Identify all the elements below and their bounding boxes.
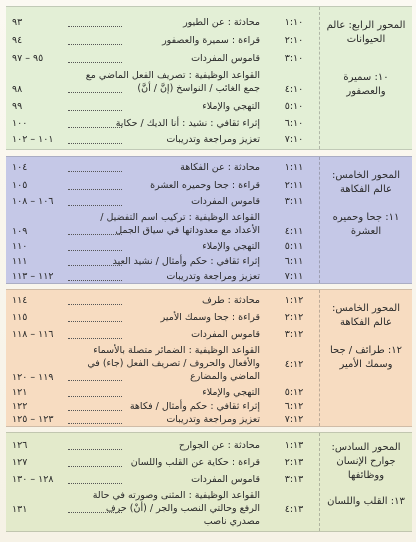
toc-row[interactable] [6,344,320,384]
section-title: محادثة : طرف [202,295,260,306]
toc-row[interactable] [6,473,320,487]
dot-leader [68,321,122,322]
lesson-title: ١١: جحا وحميره العشرة [332,212,400,237]
dot-leader [68,304,122,305]
dot-leader [68,44,122,45]
section-title: قراءة : جحا وسمك الأمير [160,312,260,323]
section-title: إثراء ثقافي : حكم وأمثال / نشيد العيد [112,256,260,267]
unit-title: المحور الخامس: عالم الفكاهة [331,303,401,328]
section-title: محادثة : عن الجوارح [178,440,260,451]
section-title: قراءة : سميرة والعصفور [162,35,260,46]
section-title: قراءة : حكاية عن القلب واللسان [130,457,260,468]
section-number: ٧:١٢ [284,414,304,425]
dot-leader [68,483,122,484]
section-title: التهجي والإملاء [202,387,260,398]
toc-row[interactable] [6,117,320,131]
page-number: ١٠٦ – ١٠٨ [12,196,54,207]
section-title: القواعد الوظيفية : تصريف الفعل الماضي مع جمع الغائب / النواسخ (إنَّ / أنَّ) [85,70,260,94]
toc-row[interactable] [6,311,320,325]
section-number: ٣:١٢ [284,329,304,340]
page-number: ١٢٢ [12,401,28,412]
dot-leader [68,280,122,281]
section-title: تعزيز ومراجعة وتدريبات [166,271,260,282]
page-number: ١٢١ [12,387,28,398]
unit-cell [319,157,412,283]
section-title: التهجي والإملاء [202,101,260,112]
dot-leader [68,62,122,63]
section-number: ٣:١١ [284,196,304,207]
toc-row[interactable] [6,489,320,527]
section-number: ٢:١٠ [284,35,304,46]
unit-cell [319,433,412,531]
section-number: ٤:١٢ [284,359,304,370]
dot-leader [68,512,122,513]
section-number: ٥:١١ [284,241,304,252]
toc-row[interactable] [6,294,320,308]
section-number: ٧:١٠ [284,134,304,145]
toc-row[interactable] [6,255,320,269]
unit-block-humor-1 [6,156,412,284]
dot-leader [68,92,122,93]
unit-block-animals [6,6,412,150]
unit-block-body [6,432,412,532]
section-number: ٢:١١ [284,180,304,191]
page-number: ١١٤ [12,295,28,306]
dot-leader [68,338,122,339]
toc-row[interactable] [6,270,320,284]
page-number: ١١٠ [12,241,28,252]
dot-leader [68,127,122,128]
section-title: تعزيز ومراجعة وتدريبات [166,414,260,425]
unit-title: المحور الخامس: عالم الفكاهة [331,170,401,195]
lesson-title: ١٠: سميرة والعصفور [343,72,389,97]
unit-block-humor-2 [6,289,412,427]
section-number: ٤:١٣ [284,504,304,515]
page-number: ١٢٣ – ١٢٥ [12,414,54,425]
dot-leader [68,449,122,450]
page-number: ١٢٧ [12,457,28,468]
page-number: ١١٩ – ١٢٠ [12,372,54,383]
section-number: ٦:١٢ [284,401,304,412]
page-number: ١٠٩ [12,226,28,237]
page-number: ١٠٠ [12,118,28,129]
toc-row[interactable] [6,69,320,97]
section-title: قاموس المفردات [191,196,260,207]
section-title: التهجي والإملاء [202,241,260,252]
toc-row[interactable] [6,328,320,342]
dot-leader [68,171,122,172]
section-number: ١:١١ [284,162,304,173]
section-title: القواعد الوظيفية : الضمائر متصلة بالأسماء والأفعال والحروف / تصريف الفعل (جاء) في الماضي والمضارع [87,345,260,382]
dot-leader [68,265,122,266]
page-number: ١٠١ – ١٠٢ [12,134,54,145]
section-title: إثراء ثقافي : حكم وأمثال / فكاهة [129,401,260,412]
page-number: ٩٣ [12,17,23,28]
page-number: ٩٥ – ٩٧ [12,53,44,64]
page-number: ١٢٦ [12,440,28,451]
dot-leader [68,205,122,206]
section-title: محادثة : عن الطيور [183,17,260,28]
toc-row[interactable] [6,179,320,193]
section-title: قراءة : جحا وحميره العشرة [150,180,260,191]
dot-leader [68,380,122,381]
page-number: ١١٥ [12,312,28,323]
section-title: قاموس المفردات [191,329,260,340]
page-number: ١٣١ [12,504,28,515]
section-number: ١:١٠ [284,17,304,28]
toc-row[interactable] [6,386,320,400]
toc-row[interactable] [6,34,320,48]
dot-leader [68,423,122,424]
section-number: ٦:١١ [284,256,304,267]
section-title: قاموس المفردات [191,474,260,485]
toc-row[interactable] [6,400,320,414]
dot-leader [68,396,122,397]
page-number: ١٠٤ [12,162,28,173]
toc-row[interactable] [6,100,320,114]
page-number: ١١١ [12,256,28,267]
section-title: إثراء ثقافي : نشيد : أنا الديك / حكاية [115,118,260,129]
toc-row[interactable] [6,16,320,30]
section-number: ٢:١٢ [284,312,304,323]
section-number: ٧:١١ [284,271,304,282]
unit-title: المحور الرابع: عالم الحيوانات [326,20,406,45]
toc-row[interactable] [6,211,320,239]
toc-row[interactable] [6,195,320,209]
section-number: ٥:١٠ [284,101,304,112]
section-title: القواعد الوظيفية : المثنى وصورته في حالة الرفع وحالتي النصب والجر / (أنْ) حرف مصدري ناصب [92,490,260,527]
toc-row[interactable] [6,52,320,66]
dot-leader [68,466,122,467]
dot-leader [68,26,122,27]
section-number: ٣:١٠ [284,53,304,64]
dot-leader [68,110,122,111]
page-number: ١٢٨ – ١٣٠ [12,474,54,485]
section-number: ٥:١٢ [284,387,304,398]
page-number: ١٠٥ [12,180,28,191]
unit-title: المحور السادس: جوارح الإنسان ووظائفها [331,442,401,481]
section-title: قاموس المفردات [191,53,260,64]
page-number: ١١٦ – ١١٨ [12,329,54,340]
section-number: ٣:١٣ [284,474,304,485]
page-number: ٩٨ [12,84,23,95]
lesson-title: ١٣: القلب واللسان [327,496,405,507]
dot-leader [68,410,122,411]
section-number: ٤:١٠ [284,84,304,95]
unit-cell [319,7,412,149]
section-number: ٤:١١ [284,226,304,237]
page-number: ٩٤ [12,35,23,46]
unit-cell [319,290,412,426]
page-number: ٩٩ [12,101,23,112]
section-number: ٦:١٠ [284,118,304,129]
section-number: ١:١٣ [284,440,304,451]
section-title: القواعد الوظيفية : تركيب اسم التفضيل / الأعداد مع معدوداتها في سياق الجمل [100,212,260,236]
dot-leader [68,189,122,190]
toc-row[interactable] [6,413,320,427]
dot-leader [68,234,122,235]
section-number: ٢:١٣ [284,457,304,468]
toc-row[interactable] [6,161,320,175]
section-number: ١:١٢ [284,295,304,306]
section-title: تعزيز ومراجعة وتدريبات [166,134,260,145]
section-title: محادثة : عن الفكاهة [180,162,260,173]
dot-leader [68,143,122,144]
toc-row[interactable] [6,439,320,453]
toc-row[interactable] [6,456,320,470]
toc-row[interactable] [6,133,320,147]
page-number: ١١٢ – ١١٣ [12,271,54,282]
toc-row[interactable] [6,240,320,254]
lesson-title: ١٢: طرائف / جحا وسمك الأمير [329,345,403,370]
dot-leader [68,250,122,251]
